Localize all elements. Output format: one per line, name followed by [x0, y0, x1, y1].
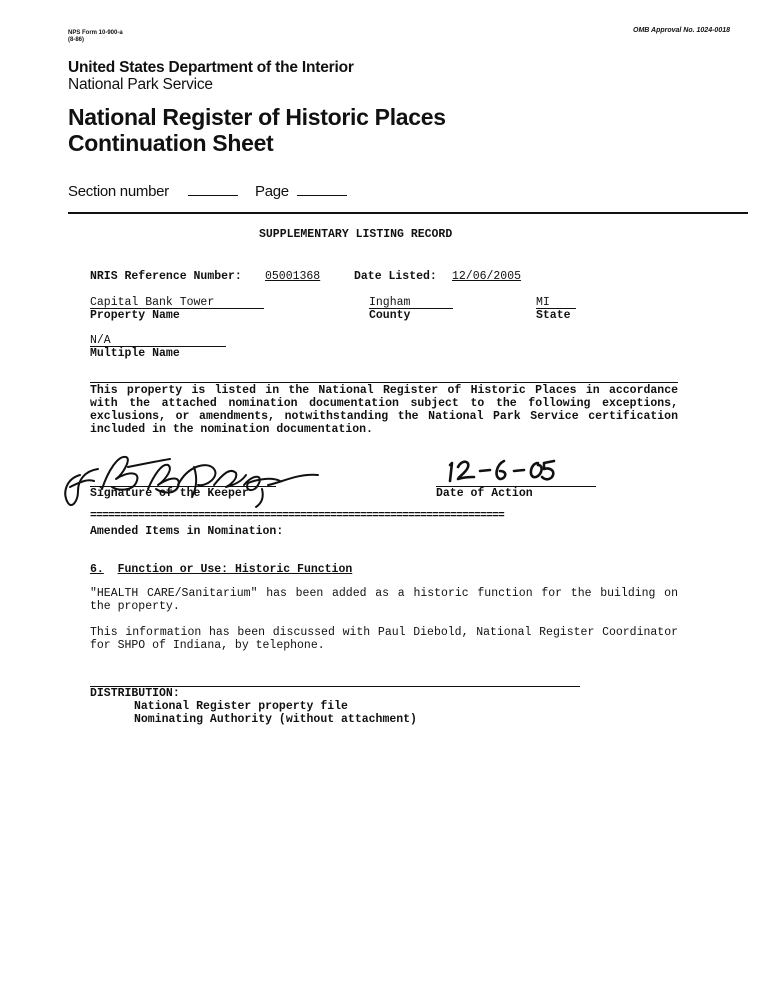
state-label: State — [536, 309, 571, 322]
separator-rule: ===================================================================== — [90, 510, 505, 522]
state-value: MI — [536, 296, 550, 309]
amended-item-number: 6. — [90, 563, 104, 576]
section-number-label: Section number — [68, 183, 169, 200]
keeper-signature — [58, 445, 328, 511]
amended-item-title: Function or Use: Historic Function — [117, 563, 353, 576]
distribution-item: National Register property file — [134, 700, 348, 713]
multiple-name-label: Multiple Name — [90, 347, 180, 360]
section-number-blank — [188, 195, 238, 196]
omb-approval: OMB Approval No. 1024-0018 — [633, 27, 730, 34]
department-name: United States Department of the Interior — [68, 59, 354, 76]
page-title: National Register of Historic Places — [68, 104, 446, 130]
multiple-name-value: N/A — [90, 334, 111, 347]
form-date: (8-86) — [68, 37, 85, 43]
service-name: National Park Service — [68, 76, 213, 93]
certification-rule — [90, 382, 678, 383]
record-title: SUPPLEMENTARY LISTING RECORD — [259, 228, 453, 241]
nris-label: NRIS Reference Number: — [90, 270, 242, 283]
page-label: Page — [255, 183, 289, 200]
distribution-item: Nominating Authority (without attachment) — [134, 713, 417, 726]
property-name-value: Capital Bank Tower — [90, 296, 215, 309]
page-number-blank — [297, 195, 347, 196]
distribution-label: DISTRIBUTION: — [90, 687, 180, 700]
form-number: NPS Form 10-900-a — [68, 30, 123, 36]
amended-items-heading: Amended Items in Nomination: — [90, 525, 284, 538]
county-value: Ingham — [369, 296, 411, 309]
certification-text: This property is listed in the National Register of Historic Places in accordance with the attached nomination documentation subject to the following exceptions, exclusions, or amendments, notwithstanding the National Park Service certification included in the nomination documentation. — [90, 384, 678, 436]
handwritten-date — [446, 455, 562, 485]
date-of-action-label: Date of Action — [436, 487, 533, 500]
date-listed-value: 12/06/2005 — [452, 270, 522, 283]
page-subtitle: Continuation Sheet — [68, 130, 274, 156]
county-label: County — [369, 309, 411, 322]
signature-label: Signature of the Keeper — [90, 487, 249, 500]
date-listed-label: Date Listed: — [354, 270, 437, 283]
header-divider — [68, 212, 748, 214]
amended-item-heading — [90, 563, 352, 576]
amendment-paragraph-1: "HEALTH CARE/Sanitarium" has been added as a historic function for the building on the property. — [90, 587, 678, 613]
property-name-label: Property Name — [90, 309, 180, 322]
form-identifier — [68, 30, 123, 44]
amendment-paragraph-2: This information has been discussed with Paul Diebold, National Register Coordinator for SHPO of Indiana, by telephone. — [90, 626, 678, 652]
nris-value: 05001368 — [265, 270, 321, 283]
